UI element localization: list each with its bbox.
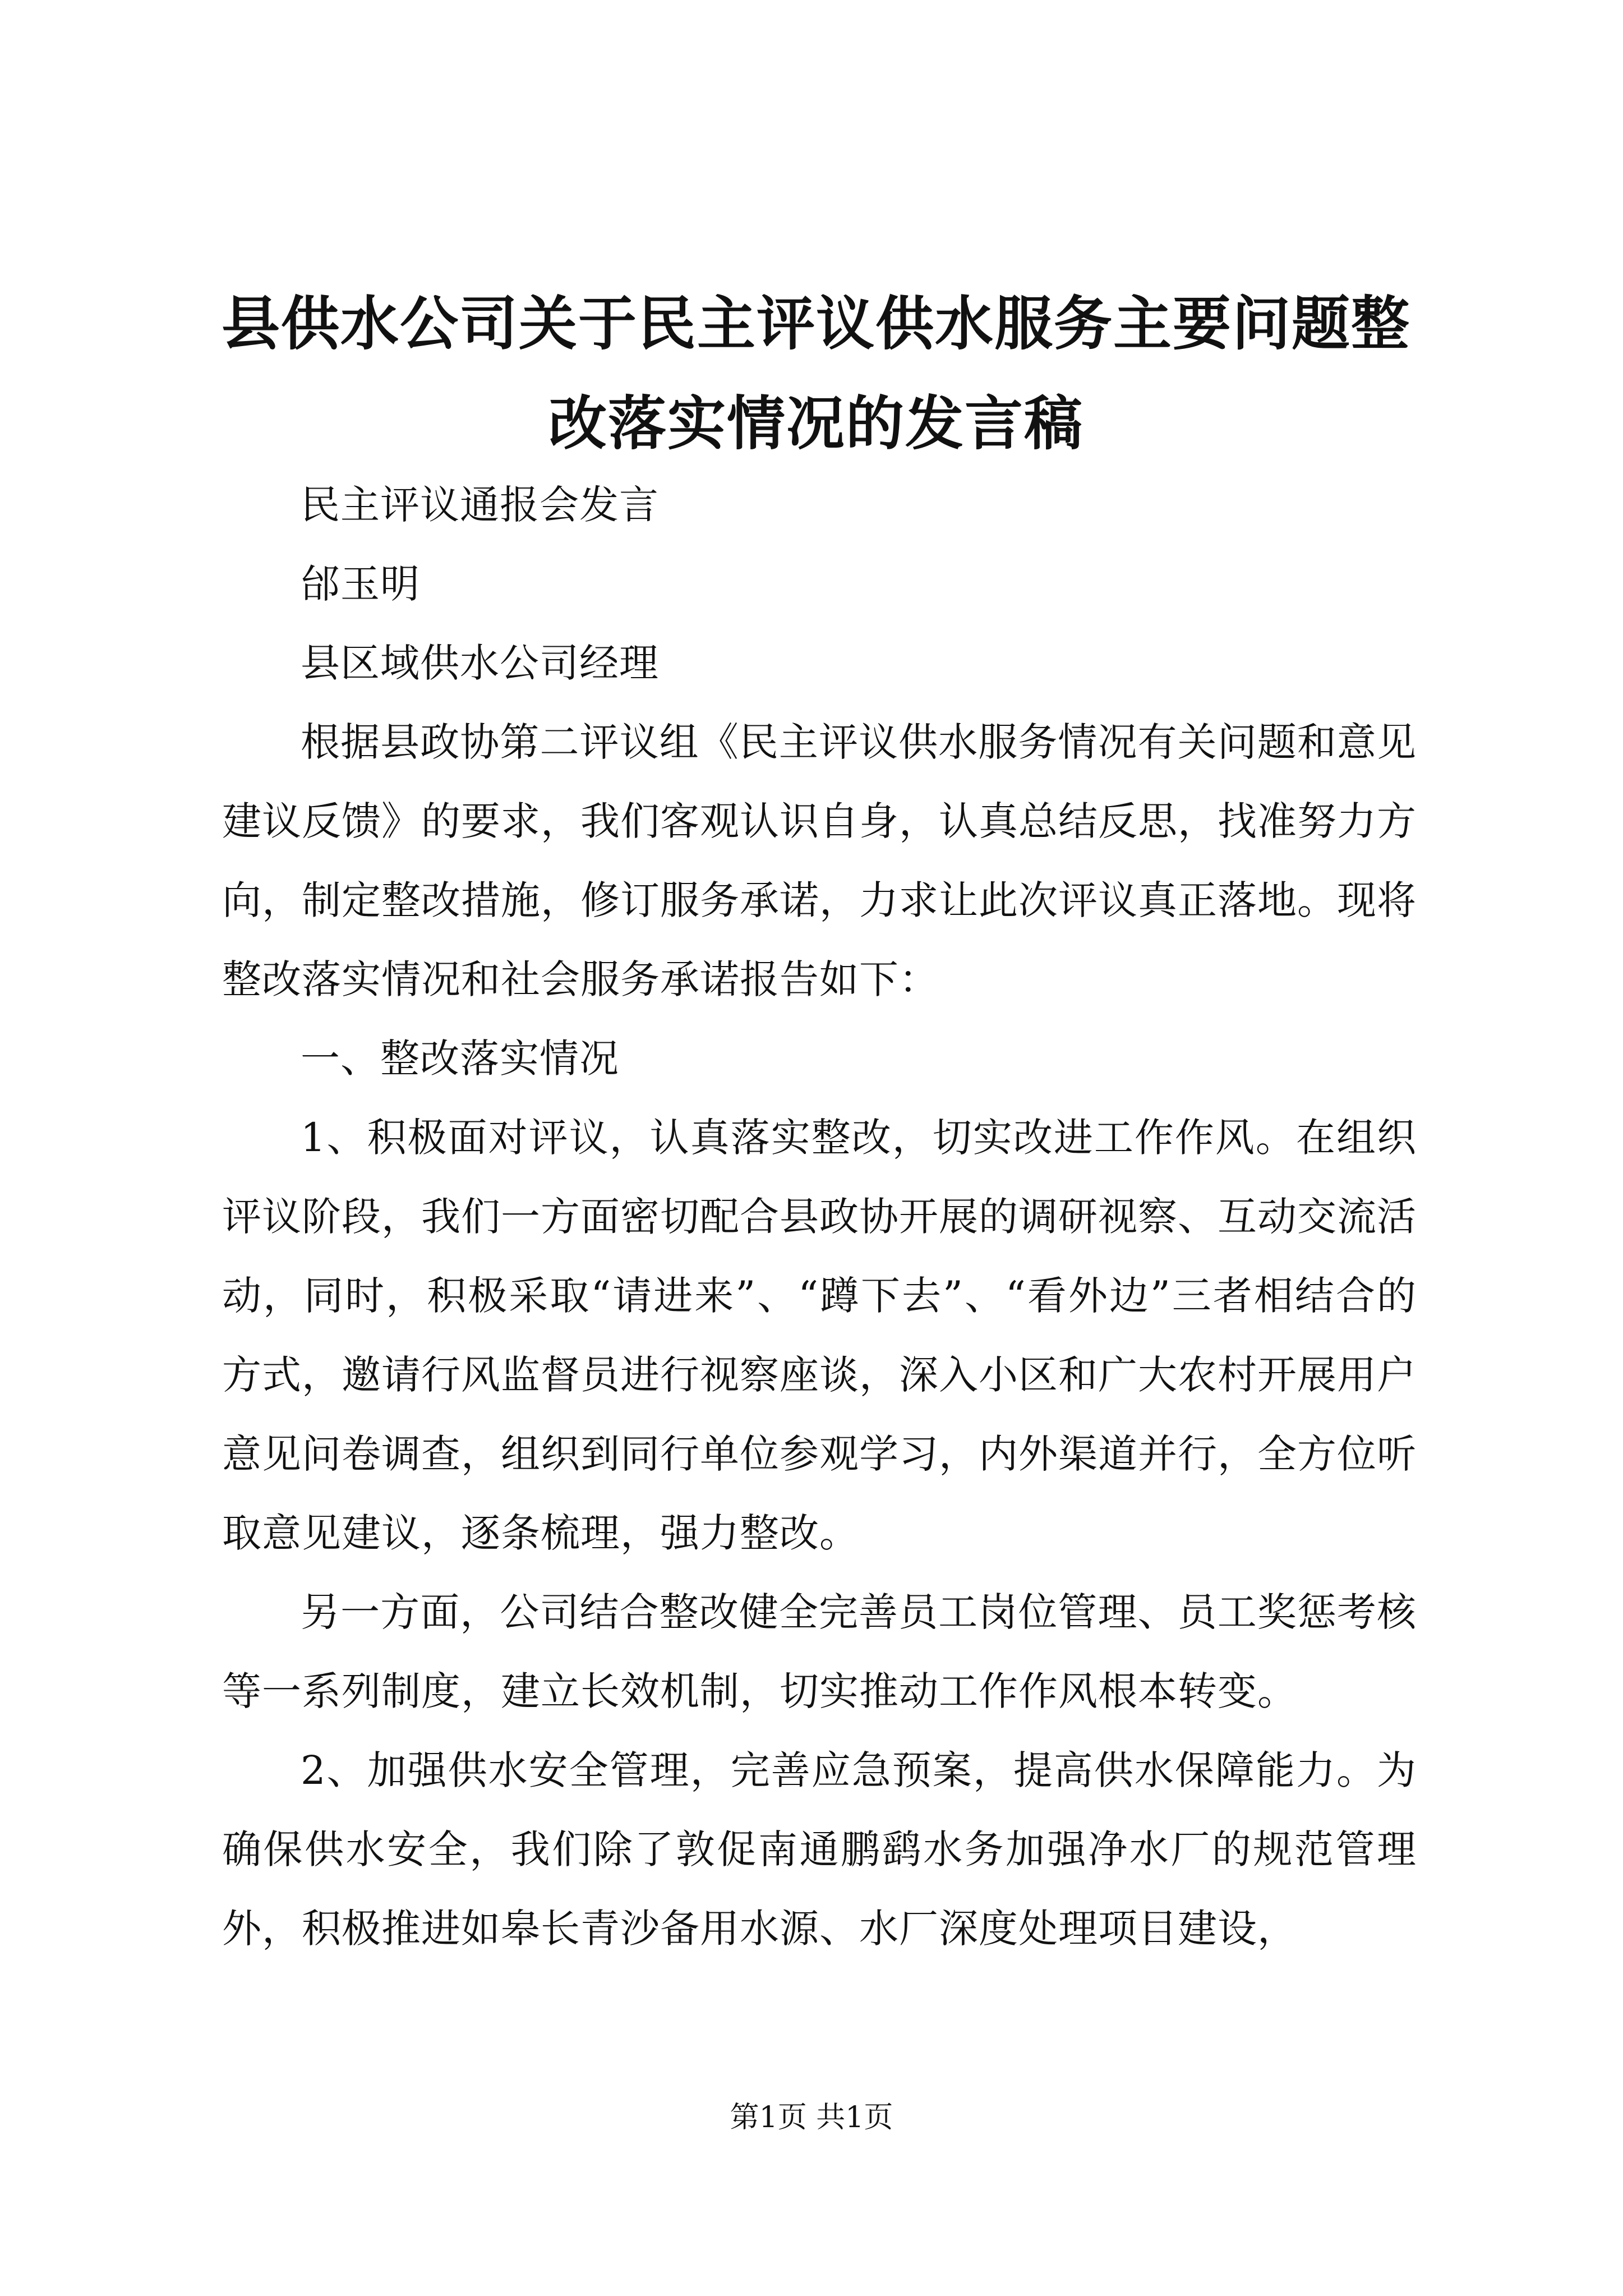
body-paragraph: 另一方面，公司结合整改健全完善员工岗位管理、员工奖惩考核等一系列制度，建立长效机制，切实推动工作作风根本转变。	[222, 1589, 1417, 1714]
meeting-name: 民主评议通报会发言	[301, 482, 659, 528]
title-line-2: 改落实情况的发言稿	[548, 389, 1083, 458]
body-paragraph: 2、加强供水安全管理，完善应急预案，提高供水保障能力。为确保供水安全，我们除了敦促南通鹏鹞水务加强净水厂的规范管理外，积极推进如皋长青沙备用水源、水厂深度处理项目建设，	[222, 1747, 1417, 1952]
title-line-1: 县供水公司关于民主评议供水服务主要问题整	[221, 289, 1410, 358]
document-body	[222, 466, 1417, 1968]
body-paragraph: 1、积极面对评议，认真落实整改，切实改进工作作风。在组织评议阶段，我们一方面密切配合县政协开展的调研视察、互动交流活动，同时，积极采取“请进来”、“蹲下去”、“看外边”三者相结合的方式，邀请行风监督员进行视察座谈，深入小区和广大农村开展用户意见问卷调查，组织到同行单位参观学习，内外渠道并行，全方位听取意见建议，逐条梳理，强力整改。	[222, 1115, 1417, 1556]
intro-paragraph: 根据县政协第二评议组《民主评议供水服务情况有关问题和意见建议反馈》的要求，我们客观认识自身，认真总结反思，找准努力方向，制定整改措施，修订服务承诺，力求让此次评议真正落地。现将整改落实情况和社会服务承诺报告如下：	[222, 719, 1417, 1002]
speaker-name: 邰玉明	[301, 561, 420, 607]
page-footer	[0, 2098, 1623, 2137]
section-heading: 一、整改落实情况	[301, 1036, 619, 1082]
page-number: 第1页 共1页	[730, 2101, 893, 2134]
document-title	[213, 274, 1419, 473]
speaker-position: 县区域供水公司经理	[301, 640, 659, 686]
